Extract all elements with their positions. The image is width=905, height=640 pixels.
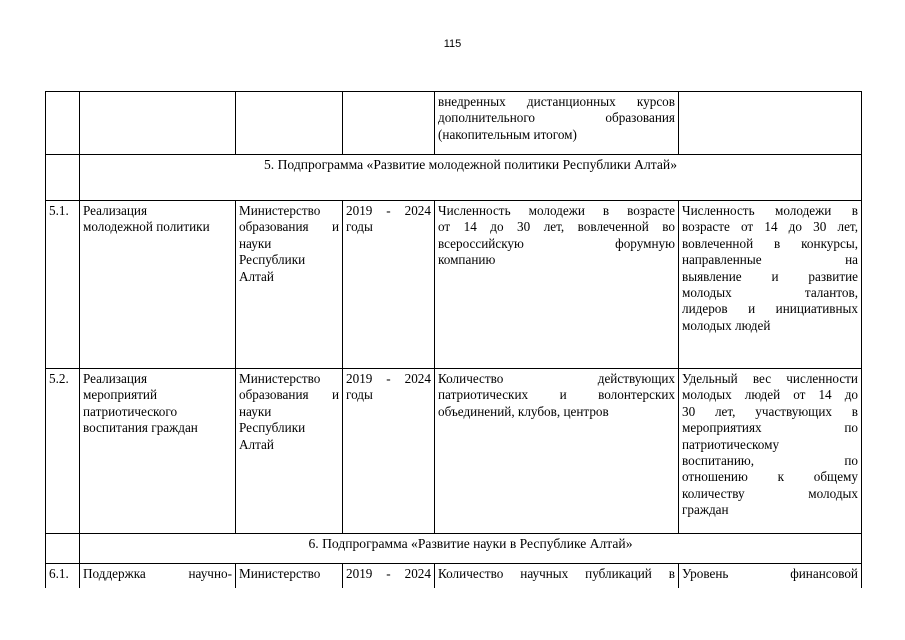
period-line: годы xyxy=(346,219,373,235)
result-line: Численность молодежи в xyxy=(682,203,858,218)
result-line: воспитанию, по xyxy=(682,453,858,469)
executor-line: науки xyxy=(239,403,272,419)
result-line: молодых талантов, xyxy=(682,285,858,301)
cell-num xyxy=(46,92,80,155)
executor-line: Министерство xyxy=(239,203,321,218)
table-row-5-1 xyxy=(46,201,862,369)
continuation-row xyxy=(46,92,862,155)
cell-name xyxy=(80,564,236,588)
indicator-line: компанию xyxy=(438,252,496,268)
indicator-line: всероссийскую форумную xyxy=(438,235,675,251)
cell-indicator xyxy=(435,92,679,155)
name-line: Реализация xyxy=(83,371,148,386)
cell-result xyxy=(679,92,862,155)
table-row-5-2 xyxy=(46,369,862,534)
cell-indicator xyxy=(435,201,679,369)
name-line: Реализация xyxy=(83,203,148,218)
executor-line: Алтай xyxy=(239,436,274,452)
result-line: возрасте от 14 до 30 лет, xyxy=(682,219,858,235)
indicator-line: Количество научных публикаций в xyxy=(438,566,675,581)
period-line: 2019 - 2024 xyxy=(346,566,431,581)
result-line: молодых людей от 14 до xyxy=(682,387,858,403)
section-title-5: 5. Подпрограмма «Развитие молодежной политики Республики Алтай» xyxy=(80,155,862,201)
program-table xyxy=(45,91,862,588)
indicator-line: Численность молодежи в возрасте xyxy=(438,203,675,218)
indicator-line: (накопительным итогом) xyxy=(438,126,577,142)
result-line: отношению к общему xyxy=(682,469,858,485)
section-title-6: 6. Подпрограмма «Развитие науки в Республике Алтай» xyxy=(80,534,862,564)
result-line: 30 лет, участвующих в xyxy=(682,403,858,419)
executor-line: Республики xyxy=(239,252,306,268)
indicator-line: от 14 до 30 лет, вовлеченной во xyxy=(438,219,675,235)
name-line: мероприятий xyxy=(83,387,158,403)
period-line: годы xyxy=(346,387,373,403)
indicator-line: патриотических и волонтерских xyxy=(438,387,675,403)
cell-result xyxy=(679,564,862,588)
executor-line: науки xyxy=(239,235,272,251)
name-line: Поддержка научно- xyxy=(83,566,232,581)
period-line: 2019 - 2024 xyxy=(346,371,431,386)
result-line: патриотическому xyxy=(682,436,780,452)
executor-line: Министерство xyxy=(239,371,321,386)
section-row-5 xyxy=(46,155,862,201)
executor-line: образования и xyxy=(239,387,339,403)
cell-executor xyxy=(236,369,343,534)
cell-name xyxy=(80,201,236,369)
row-number: 6.1. xyxy=(46,564,80,588)
cell-indicator xyxy=(435,564,679,588)
result-line: вовлеченной в конкурсы, xyxy=(682,235,858,251)
cell-executor xyxy=(236,564,343,588)
executor-line: Министерство xyxy=(239,566,321,581)
cell-executor xyxy=(236,92,343,155)
row-number: 5.1. xyxy=(46,201,80,369)
result-line: граждан xyxy=(682,502,729,518)
cell-result xyxy=(679,201,862,369)
result-line: Уровень финансовой xyxy=(682,566,858,581)
section-row-6 xyxy=(46,534,862,564)
cell-period xyxy=(343,201,435,369)
cell-name xyxy=(80,369,236,534)
cell-name xyxy=(80,92,236,155)
result-line: выявление и развитие xyxy=(682,268,858,284)
cell-executor xyxy=(236,201,343,369)
cell-num xyxy=(46,534,80,564)
executor-line: Алтай xyxy=(239,268,274,284)
cell-period xyxy=(343,92,435,155)
period-line: 2019 - 2024 xyxy=(346,203,431,218)
result-line: Удельный вес численности xyxy=(682,371,858,386)
name-line: молодежной политики xyxy=(83,219,210,235)
cell-period xyxy=(343,564,435,588)
page-number: 115 xyxy=(443,38,462,50)
cell-num xyxy=(46,155,80,201)
executor-line: образования и xyxy=(239,219,339,235)
indicator-line: Количество действующих xyxy=(438,371,675,386)
result-line: количеству молодых xyxy=(682,485,858,501)
executor-line: Республики xyxy=(239,420,306,436)
result-line: лидеров и инициативных xyxy=(682,301,858,317)
name-line: воспитания граждан xyxy=(83,420,198,436)
row-number: 5.2. xyxy=(46,369,80,534)
cell-period xyxy=(343,369,435,534)
indicator-line: объединений, клубов, центров xyxy=(438,403,609,419)
result-line: направленные на xyxy=(682,252,858,268)
cell-indicator xyxy=(435,369,679,534)
table-row-6-1 xyxy=(46,564,862,588)
indicator-line: дополнительного образования xyxy=(438,110,675,126)
result-line: мероприятиях по xyxy=(682,420,858,436)
result-line: молодых людей xyxy=(682,317,771,333)
cell-result xyxy=(679,369,862,534)
indicator-line: внедренных дистанционных курсов xyxy=(438,94,675,109)
name-line: патриотического xyxy=(83,403,178,419)
